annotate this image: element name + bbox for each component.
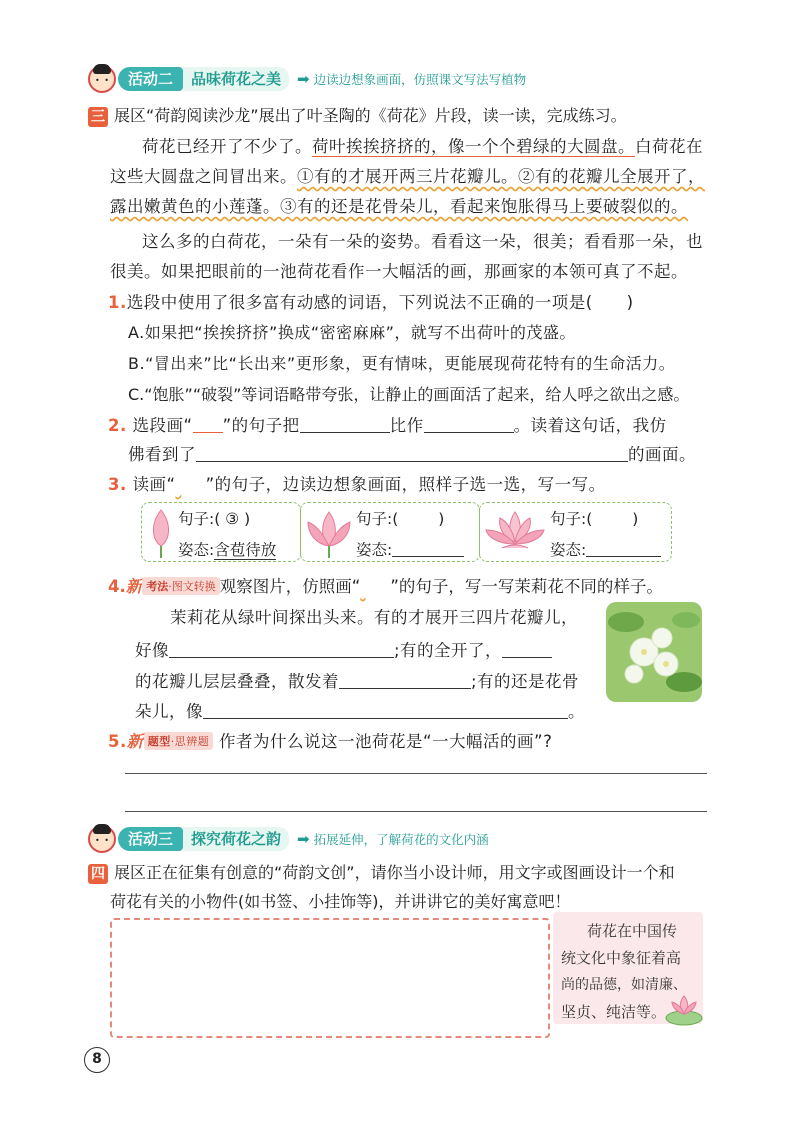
sub4-text-1: 茉莉花从绿叶间探出头来。有的才展开三四片花瓣儿， bbox=[170, 608, 578, 627]
sub4-blank-1[interactable] bbox=[169, 642, 394, 658]
cell3-answer[interactable] bbox=[586, 541, 661, 557]
sub1-stem-line bbox=[108, 289, 634, 313]
passage-line-2 bbox=[110, 163, 705, 187]
mascot-icon bbox=[88, 825, 116, 853]
cell3-sentence bbox=[550, 507, 638, 529]
note-line: 荷花在中国传 bbox=[587, 922, 678, 940]
sub2-text: 。读着这句话，我仿 bbox=[513, 416, 667, 435]
cell2-answer[interactable] bbox=[392, 541, 464, 557]
passage-text: 这些大圆盘之间冒出来。 bbox=[110, 167, 297, 186]
lotus-leaf-icon bbox=[664, 992, 704, 1026]
note-line: 统文化中象征着高 bbox=[561, 949, 682, 967]
q3-number: 三 bbox=[88, 107, 108, 127]
cell-label: 姿态: bbox=[356, 541, 393, 559]
sub3-stem-line bbox=[108, 471, 606, 495]
sub1-stem: 选段中使用了很多富有动感的词语，下列说法不正确的一项是( ) bbox=[126, 293, 634, 312]
q4-prompt-1: 展区正在征集有创意的“荷韵文创”，请你当小设计师，用文字或图画设计一个和 bbox=[114, 863, 675, 882]
wavy-line-sample bbox=[176, 475, 206, 494]
cell1-selection[interactable]: ③ bbox=[225, 510, 240, 528]
q3-prompt-line bbox=[88, 103, 627, 127]
sub2-blank-1[interactable] bbox=[300, 417, 390, 433]
q4-line-1 bbox=[88, 860, 675, 884]
activity3-badge: 活动三 bbox=[118, 827, 183, 851]
passage-line-4: 这么多的白荷花，一朵有一朵的姿势。看看这一朵，很美；看看那一朵，也 bbox=[142, 232, 703, 251]
activity3-title: 探究荷花之韵 bbox=[183, 827, 289, 851]
sub1-option-b[interactable]: B.“冒出来”比“长出来”更形象，更有情味，更能展现荷花特有的生命活力。 bbox=[128, 354, 676, 373]
lotus-full-icon bbox=[484, 508, 546, 556]
sub4-stem-line bbox=[108, 573, 663, 597]
passage-line-1 bbox=[142, 133, 703, 157]
activity3-subtitle: 拓展延伸，了解荷花的文化内涵 bbox=[313, 832, 489, 847]
sub1-option-a[interactable]: A.如果把“挨挨挤挤”换成“密密麻麻”，就写不出荷叶的茂盛。 bbox=[128, 323, 576, 342]
q4-line-2: 荷花有关的小物件(如书签、小挂饰等)，并讲讲它的美好寓意吧！ bbox=[110, 892, 571, 911]
sub2-blank-3[interactable] bbox=[196, 446, 628, 462]
activity3-banner bbox=[88, 826, 489, 852]
sub2-blank-2[interactable] bbox=[424, 417, 514, 433]
sub1-option-c[interactable]: C.“饱胀”“破裂”等词语略带夸张，让静止的画面活了起来，给人呼之欲出之感。 bbox=[128, 385, 690, 404]
sub4-blank-2[interactable] bbox=[502, 642, 552, 658]
new-mark: 新 bbox=[126, 732, 144, 751]
cell-label: 句子:( bbox=[550, 510, 593, 528]
sub2-text: 选段画“ bbox=[132, 416, 193, 435]
cell1-sentence bbox=[178, 507, 250, 529]
sub2-text: 佛看到了 bbox=[128, 445, 196, 464]
cell-label: 姿态: bbox=[550, 541, 587, 559]
tag-text: 考法 bbox=[146, 580, 169, 593]
tag-text: ·图文转换 bbox=[168, 580, 216, 593]
q3-prompt: 展区“荷韵阅读沙龙”展出了叶圣陶的《荷花》片段，读一读，完成练习。 bbox=[114, 106, 627, 125]
sub5-stem-line bbox=[108, 728, 552, 752]
activity2-title: 品味荷花之美 bbox=[183, 67, 289, 91]
cell-label: ) bbox=[244, 510, 251, 528]
sub2-line-1 bbox=[108, 412, 667, 436]
sub2-line-2 bbox=[128, 441, 696, 465]
sub4-text-4 bbox=[135, 698, 585, 722]
page-number: 8 bbox=[84, 1047, 110, 1073]
sub4-text: 朵儿，像 bbox=[135, 702, 203, 721]
q4-number: 四 bbox=[88, 864, 108, 884]
passage-text: 荷花已经开了不少了。 bbox=[142, 137, 312, 156]
sub4-tag bbox=[142, 577, 220, 595]
cell1-posture bbox=[178, 538, 276, 560]
activity2-badge: 活动二 bbox=[118, 67, 183, 91]
sub3-text: ”的句子，边读边想象画面，照样子选一选，写一写。 bbox=[205, 475, 606, 494]
sub5-number: 5. bbox=[108, 732, 127, 751]
cell2-sentence bbox=[356, 507, 444, 529]
sub4-number: 4. bbox=[108, 577, 126, 596]
sub5-stem: 作者为什么说这一池荷花是“一大幅活的画”? bbox=[219, 732, 553, 751]
sub1-number: 1. bbox=[108, 293, 127, 312]
sub4-text: ;有的全开了， bbox=[394, 641, 503, 660]
passage-underline-wavy: ①有的才展开两三片花瓣儿。②有的花瓣儿全展开了， bbox=[297, 167, 705, 186]
straight-line-sample bbox=[193, 417, 223, 433]
sub4-text: 好像 bbox=[135, 641, 169, 660]
passage-underline-straight: 荷叶挨挨挤挤的，像一个个碧绿的大圆盘。 bbox=[312, 137, 635, 156]
sub4-text: ”的句子，写一写茉莉花不同的样子。 bbox=[390, 577, 663, 596]
note-line: 尚的品德，如清廉、 bbox=[561, 977, 687, 993]
sub5-tag bbox=[144, 732, 214, 750]
sub4-text: 的花瓣儿层层叠叠，散发着 bbox=[135, 672, 339, 691]
sub5-answer-line-2[interactable] bbox=[125, 794, 707, 812]
cell-label: 句子:( bbox=[356, 510, 399, 528]
sub3-text: 读画“ bbox=[132, 475, 176, 494]
sub2-number: 2. bbox=[108, 416, 127, 435]
sub4-blank-4[interactable] bbox=[203, 703, 568, 719]
cell-label: ) bbox=[438, 510, 445, 528]
lotus-bud-icon bbox=[146, 506, 176, 558]
cell1-answer[interactable]: 含苞待放 bbox=[214, 541, 277, 559]
wavy-line-sample bbox=[360, 577, 390, 596]
arrow-right-icon: ➡ bbox=[297, 830, 310, 848]
passage-line-3 bbox=[110, 193, 688, 217]
sub4-text: 。 bbox=[568, 702, 585, 721]
tag-text: 题型 bbox=[147, 735, 171, 748]
mascot-icon bbox=[88, 65, 116, 93]
lotus-half-icon bbox=[304, 508, 354, 558]
cell2-posture bbox=[356, 538, 464, 560]
sub2-text: 的画面。 bbox=[628, 445, 696, 464]
sub3-number: 3. bbox=[108, 475, 127, 494]
tag-text: ·思辨题 bbox=[170, 735, 210, 748]
sub4-text: ;有的还是花骨 bbox=[471, 672, 580, 691]
cell-label: 句子:( bbox=[178, 510, 221, 528]
passage-text: 白荷花在 bbox=[635, 137, 703, 156]
passage-line-5: 很美。如果把眼前的一池荷花看作一大幅活的画，那画家的本领可真了不起。 bbox=[110, 262, 688, 281]
cell-label: ) bbox=[632, 510, 639, 528]
jasmine-photo bbox=[606, 602, 702, 702]
activity2-subtitle: 边读边想象画面，仿照课文写法写植物 bbox=[313, 72, 527, 87]
sub5-answer-line-1[interactable] bbox=[125, 756, 707, 774]
cell-label: 姿态: bbox=[178, 541, 215, 559]
sub4-text: 观察图片，仿照画“ bbox=[219, 577, 361, 596]
sub2-text: ”的句子把 bbox=[222, 416, 300, 435]
design-drawing-area[interactable] bbox=[110, 918, 550, 1038]
note-line: 坚贞、纯洁等。 bbox=[561, 1003, 667, 1021]
sub4-text-2 bbox=[135, 637, 552, 661]
arrow-right-icon: ➡ bbox=[297, 70, 310, 88]
new-mark: 新 bbox=[125, 577, 143, 596]
sub4-blank-3[interactable] bbox=[339, 673, 471, 689]
sub2-text: 比作 bbox=[389, 416, 424, 435]
cell3-posture bbox=[550, 538, 661, 560]
activity2-banner bbox=[88, 66, 526, 92]
sub4-text-3 bbox=[135, 668, 579, 692]
passage-underline-wavy: 露出嫩黄色的小莲蓬。③有的还是花骨朵儿，看起来饱胀得马上要破裂似的。 bbox=[110, 197, 688, 216]
